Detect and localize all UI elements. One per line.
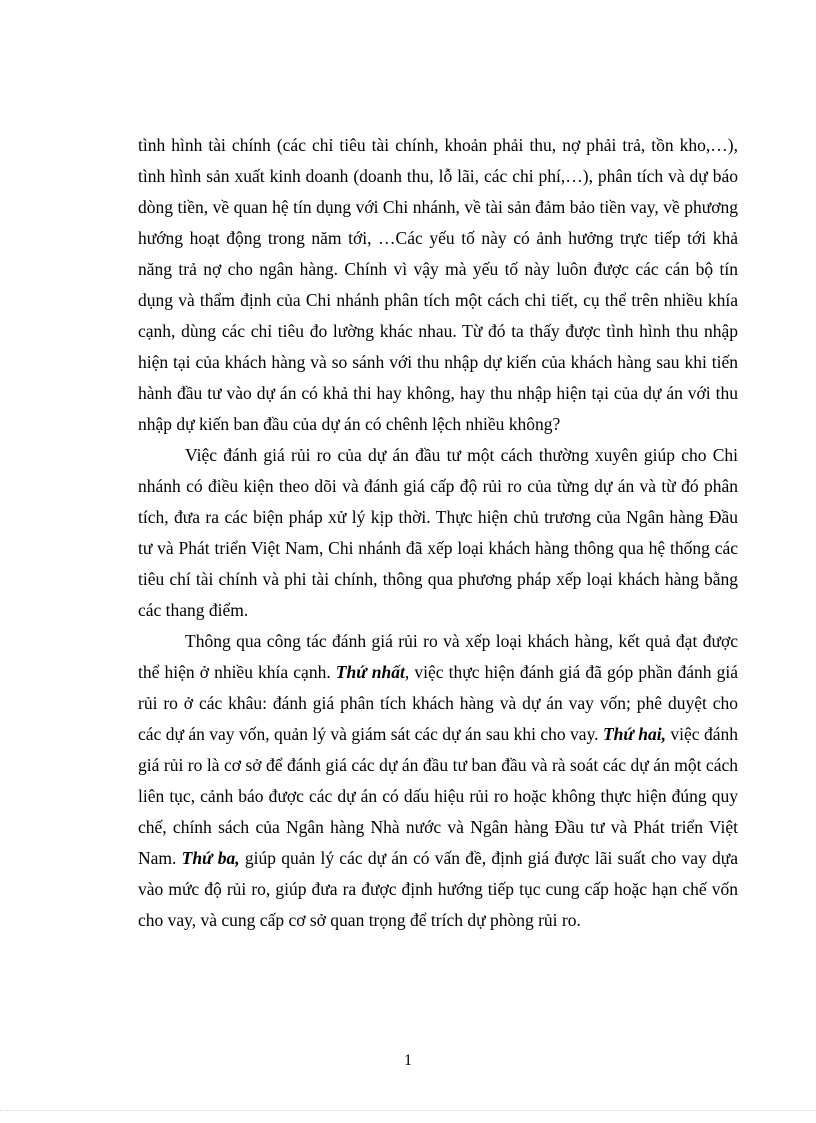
paragraph — [138, 440, 738, 626]
footer-divider — [0, 1110, 816, 1111]
paragraph-text: việc đánh giá rủi ro là cơ sở để đánh giá các dự án đầu tư ban đầu và rà soát các dự án một cách liên tục, cảnh báo được các dự án có dấu hiệu rủi ro hoặc không thực hiện đúng quy chế, chính sách của Ngân hàng Nhà nước và Ngân hàng Đầu tư và Phát triển Việt Nam. — [138, 724, 738, 868]
paragraph — [138, 130, 738, 440]
paragraph-text: , việc thực hiện đánh giá đã góp phần đánh giá rủi ro ở các khâu: đánh giá phân tích khách hàng và dự án vay vốn; phê duyệt cho các dự án vay vốn, quản lý và giám sát các dự án sau khi cho vay. — [138, 662, 739, 744]
paragraph-text: Thông qua công tác đánh giá rủi ro và xếp loại khách hàng, kết quả đạt được thể hiện ở nhiều khía cạnh. — [138, 631, 738, 682]
emphasis-text: Thứ hai, — [602, 724, 667, 744]
page-number: 1 — [404, 1052, 412, 1069]
paragraph — [138, 626, 738, 936]
body-text — [138, 130, 738, 936]
paragraph-text: Việc đánh giá rủi ro của dự án đầu tư một cách thường xuyên giúp cho Chi nhánh có điều kiện theo dõi và đánh giá cấp độ rủi ro của từng dự án và từ đó phân tích, đưa ra các biện pháp xử lý kịp thời. Thực hiện chủ trương của Ngân hàng Đầu tư và Phát triển Việt Nam, Chi nhánh đã xếp loại khách hàng thông qua hệ thống các tiêu chí tài chính và phi tài chính, thông qua phương pháp xếp loại khách hàng bằng các thang điểm. — [138, 445, 738, 620]
paragraph-text: tình hình tài chính (các chỉ tiêu tài chính, khoản phải thu, nợ phải trả, tồn kho,…), tình hình sản xuất kinh doanh (doanh thu, lỗ lãi, các chi phí,…), phân tích và dự báo dòng tiền, về quan hệ tín dụng với Chi nhánh, về tài sản đảm bảo tiền vay, về phương hướng hoạt động trong năm tới, …Các yếu tố này có ảnh hưởng trực tiếp tới khả năng trả nợ cho ngân hàng. Chính vì vậy mà yếu tố này luôn được các cán bộ tín dụng và thẩm định của Chi nhánh phân tích một cách chi tiết, cụ thể trên nhiều khía cạnh, dùng các chỉ tiêu đo lường khác nhau. Từ đó ta thấy được tình hình thu nhập hiện tại của khách hàng và so sánh với thu nhập dự kiến của khách hàng sau khi tiến hành đầu tư vào dự án có khả thi hay không, hay thu nhập hiện tại của dự án với thu nhập dự kiến ban đầu của dự án có chênh lệch nhiều không? — [138, 135, 738, 434]
emphasis-text: Thứ ba, — [181, 848, 240, 868]
paragraph-text: giúp quản lý các dự án có vấn đề, định giá được lãi suất cho vay dựa vào mức độ rủi ro, giúp đưa ra được định hướng tiếp tục cung cấp hoặc hạn chế vốn cho vay, và cung cấp cơ sở quan trọng để trích dự phòng rủi ro. — [138, 848, 738, 930]
emphasis-text: Thứ nhất — [335, 662, 405, 682]
